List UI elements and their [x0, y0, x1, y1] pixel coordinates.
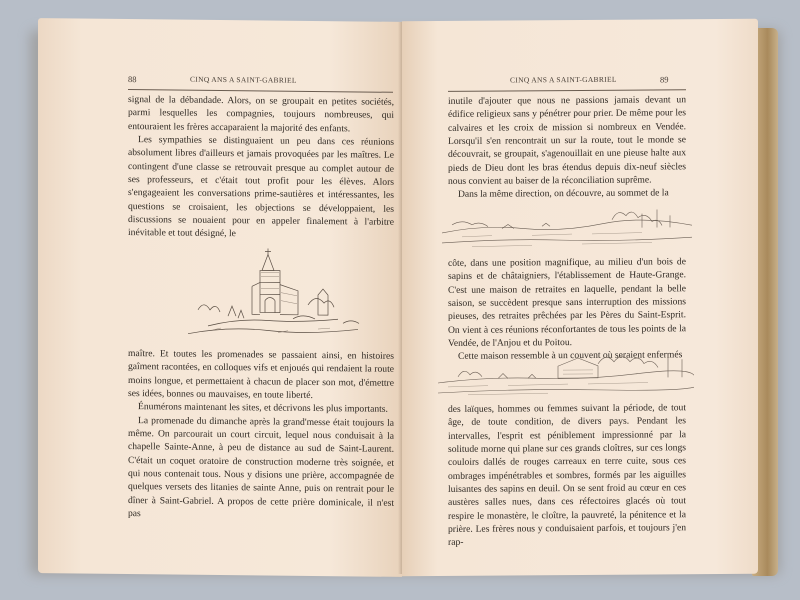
paragraph: Les sympathies se distinguaient un peu dans ces réunions absolument libres d'ailleurs et jamais provoquées par les maîtres. Le contingent d'une classe se retrouvait presque au complet autour de ses professeurs, et c'était tout profit pour les élèves. Alors s'engageaient les conversations prime-sautières et intéressantes, les questions se croisaient, les objections se développaient, les discussions se nouaient pour en appeler finalement à l'arbitre inévitable et tout désigné, le — [128, 134, 394, 240]
paragraph: inutile d'ajouter que nous ne passions jamais devant un édifice religieux sans y pénétrer pour prier. De même pour les calvaires et les croix de mission si nombreux en Vendée. Lorsqu'il s'en rencontrait un sur la route, tout le monde se découvrait, se groupait, s'agenouillait en une pieuse halte aux pieds de Dieu dont les bras étendus depuis dix-neuf siècles nous convient au baiser de la réconciliation suprême. — [448, 94, 686, 187]
paragraph: Énumérons maintenant les sites, et décrivons les plus importants. — [138, 401, 388, 416]
text-block-bottom — [128, 347, 394, 523]
header-rule — [448, 89, 686, 92]
text-block-bottom — [448, 401, 686, 549]
text-block-top — [128, 93, 394, 243]
paragraph: signal de la débandade. Alors, on se groupait en petites sociétés, parmi lesquelles les compagnies, toujours nombreuses, qui entouraient les frères accaparaient la majorité des enfants. — [128, 94, 394, 135]
page-number: 89 — [660, 74, 669, 85]
left-page — [38, 18, 402, 577]
paragraph: des laïques, hommes ou femmes suivant la période, de tout âge, de toute condition, de divers pays. Pendant les intervalles, l'esprit est péniblement impressionné par la solitude morne qui plane sur ces grands cloîtres, sur ces longs couloirs dallés de rouges carreaux en terre cuite, sous ces ombrages impénétrables et sombres, formés par les aiguilles luisantes des sapins en deuil. On se sent froid au cœur en ces austères salles nues, dans ces réfectoires glacés où tout respire le monastère, le cloître, la pauvreté, la pénitence et la prière. Les frères nous y conduisaient parfois, et toujours j'en rap- — [448, 402, 686, 549]
header-rule — [128, 89, 393, 93]
landscape-illustration-top — [442, 201, 692, 251]
running-head: CINQ ANS A SAINT-GABRIEL — [190, 74, 297, 85]
paragraph: La promenade du dimanche après la grand'messe était toujours la même. On parcourait un court circuit, lequel nous conduisait à la chapelle Sainte-Anne, à peu de distance au sud de Saint-Laurent. C'était un coquet oratoire de construction moderne très soignée, et qui nous contenait tous. Nous y disions une prière, accompagnée de quelques versets des litanies de sainte Anne, puis on rentrait pour le dîner à Saint-Gabriel. A propos de cette prière dominicale, il n'est pas — [128, 414, 394, 520]
pen-sketch-chapel-icon — [168, 239, 368, 341]
paragraph: Dans la même direction, on découvre, au sommet de la — [458, 187, 669, 201]
text-block-top — [448, 93, 686, 201]
paragraph: maître. Et toutes les promenades se passaient ainsi, en histoires gaîment racontées, en colloques vifs et enjoués qui rendaient la route moins longue, et permettaient à chacun de placer son mot, d'émettre ses idées, bonnes ou mauvaises, en toute liberté. — [128, 348, 394, 402]
paragraph: Cette maison ressemble à un couvent où seraient enfermés — [458, 349, 683, 363]
page-number: 88 — [128, 74, 137, 85]
pen-sketch-haute-grange-icon — [438, 347, 694, 397]
chapel-illustration — [168, 239, 368, 341]
landscape-illustration-bottom — [438, 347, 694, 397]
paragraph: côte, dans une position magnifique, au milieu d'un bois de sapins et de châtaigniers, l'établissement de Haute-Grange. C'est une maison de retraites en laquelle, pendant la belle saison, se succèdent presque sans interruption des missions pieuses, des retraites prêchées par les Pères du Saint-Esprit. On vient à ces réunions réconfortantes de tous les points de la Vendée, de l'Anjou et du Poitou. — [448, 256, 686, 349]
pen-sketch-landscape-icon — [442, 201, 692, 251]
right-page — [402, 19, 758, 576]
running-head: CINQ ANS A SAINT-GABRIEL — [510, 74, 617, 85]
